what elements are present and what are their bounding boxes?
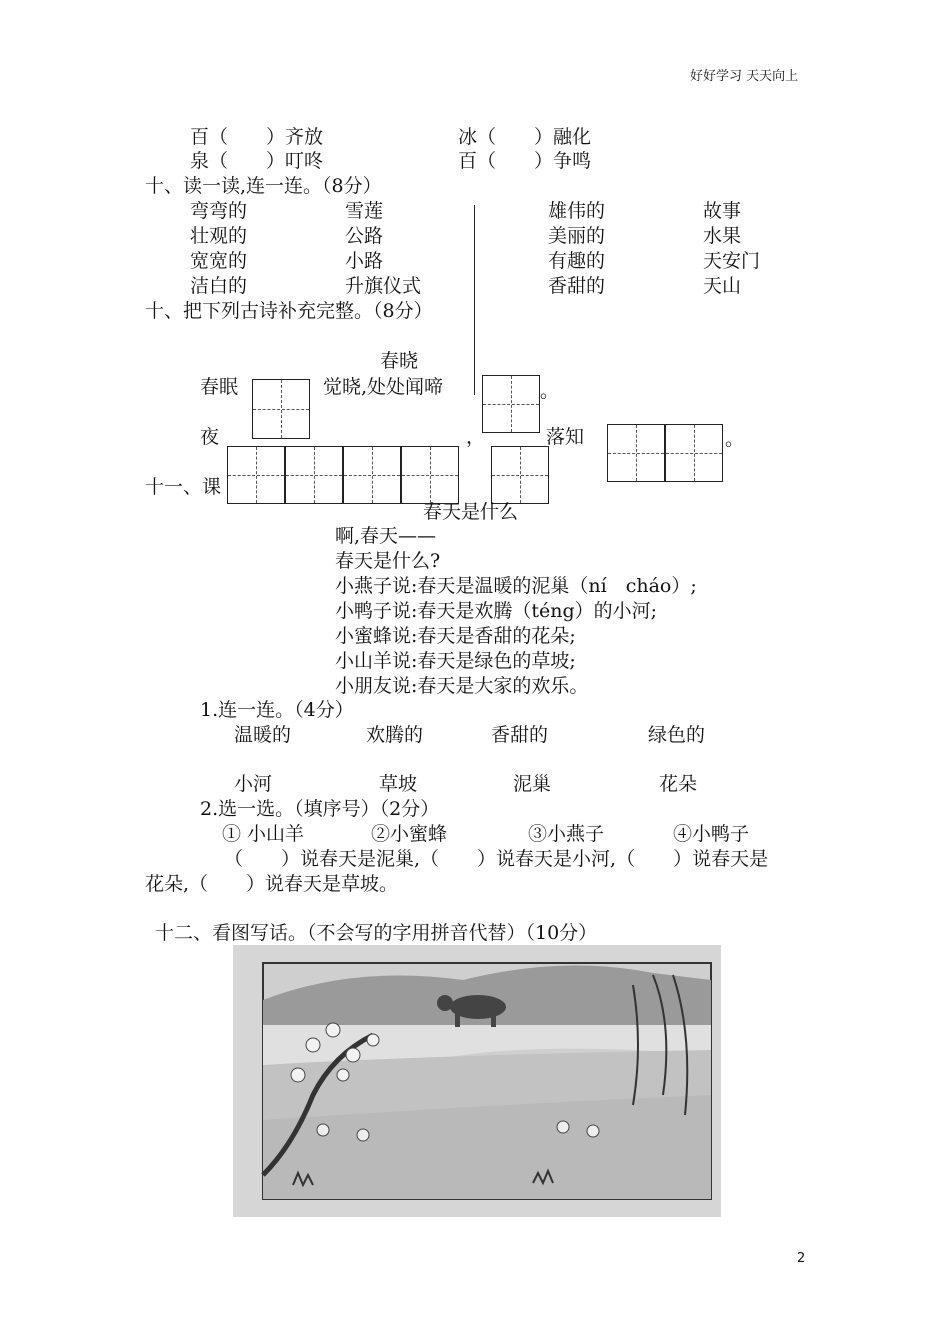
match-word: 花朵: [659, 773, 698, 795]
match-word: 小路: [345, 250, 384, 272]
poem-text: 夜: [200, 426, 220, 448]
poem-text: 春眠: [200, 376, 239, 398]
poem-text: 落知: [546, 426, 585, 448]
reading-line: 小蜜蜂说:春天是香甜的花朵;: [335, 625, 576, 647]
writing-grid[interactable]: [491, 446, 549, 504]
fill-blank-line: （ ）说春天是泥巢,（ ）说春天是小河,（ ）说春天是: [224, 848, 769, 870]
fill-blank-line: 花朵,（ ）说春天是草坡。: [145, 873, 399, 895]
match-word: 绿色的: [648, 724, 706, 746]
match-word: 雪莲: [345, 200, 384, 222]
match-word: 雄伟的: [548, 200, 606, 222]
match-word: 温暖的: [234, 724, 292, 746]
match-word: 弯弯的: [190, 200, 248, 222]
match-word: 欢腾的: [366, 724, 424, 746]
poem-text: ，: [466, 426, 486, 448]
match-word: 洁白的: [190, 275, 248, 297]
match-word: 天山: [703, 275, 742, 297]
match-word: 草坡: [379, 773, 418, 795]
match-word: 壮观的: [190, 225, 248, 247]
header-motto: 好好学习 天天向上: [690, 69, 799, 84]
option-item: ① 小山羊: [222, 823, 305, 845]
match-word: 水果: [703, 225, 742, 247]
section-title: 十、把下列古诗补充完整。（8分）: [145, 300, 433, 322]
option-item: ②小蜜蜂: [371, 823, 448, 845]
writing-grid[interactable]: [227, 446, 285, 504]
section-title: 十一、课: [145, 476, 222, 498]
divider-line: [474, 205, 475, 395]
poem-text: 。: [540, 380, 560, 402]
page-number: 2: [797, 1251, 806, 1266]
idiom-item: 冰（ ）融化: [458, 126, 592, 148]
poem-text: 觉晓,处处闻啼: [323, 376, 444, 398]
reading-line: 小燕子说:春天是温暖的泥巢（ní cháo）;: [335, 575, 697, 597]
writing-grid[interactable]: [607, 424, 665, 482]
reading-line: 小朋友说:春天是大家的欢乐。: [335, 675, 589, 697]
match-word: 有趣的: [548, 250, 606, 272]
section-title: 十、读一读,连一连。（8分）: [145, 175, 382, 197]
option-item: ③小燕子: [528, 823, 605, 845]
writing-grid[interactable]: [482, 375, 540, 433]
match-word: 香甜的: [491, 724, 549, 746]
poem-text: 。: [725, 428, 745, 450]
match-word: 小河: [234, 773, 273, 795]
question-title: 2.选一选。（填序号）（2分）: [200, 798, 440, 820]
writing-grid[interactable]: [665, 424, 723, 482]
idiom-item: 百（ ）争鸣: [458, 150, 592, 172]
writing-grid[interactable]: [343, 446, 401, 504]
idiom-item: 泉（ ）叮咚: [190, 150, 324, 172]
option-item: ④小鸭子: [673, 823, 750, 845]
writing-grid[interactable]: [252, 379, 310, 439]
reading-line: 啊,春天——: [335, 525, 437, 547]
reading-line: 春天是什么?: [335, 550, 441, 572]
writing-grid[interactable]: [401, 446, 459, 504]
match-word: 泥巢: [513, 773, 552, 795]
match-word: 宽宽的: [190, 250, 248, 272]
match-word: 升旗仪式: [345, 275, 422, 297]
match-word: 故事: [703, 200, 742, 222]
poem-title: 春晓: [380, 350, 419, 372]
question-title: 1.连一连。（4分）: [200, 699, 354, 721]
reading-line: 小鸭子说:春天是欢腾（téng）的小河;: [335, 600, 658, 622]
spring-scene-picture: [233, 945, 721, 1217]
match-word: 公路: [345, 225, 384, 247]
match-word: 天安门: [703, 250, 761, 272]
match-word: 香甜的: [548, 275, 606, 297]
writing-grid[interactable]: [285, 446, 343, 504]
section-title: 十二、看图写话。（不会写的字用拼音代替）（10分）: [155, 922, 598, 944]
reading-title: 春天是什么: [423, 501, 519, 523]
idiom-item: 百（ ）齐放: [190, 126, 324, 148]
reading-line: 小山羊说:春天是绿色的草坡;: [335, 650, 576, 672]
match-word: 美丽的: [548, 225, 606, 247]
